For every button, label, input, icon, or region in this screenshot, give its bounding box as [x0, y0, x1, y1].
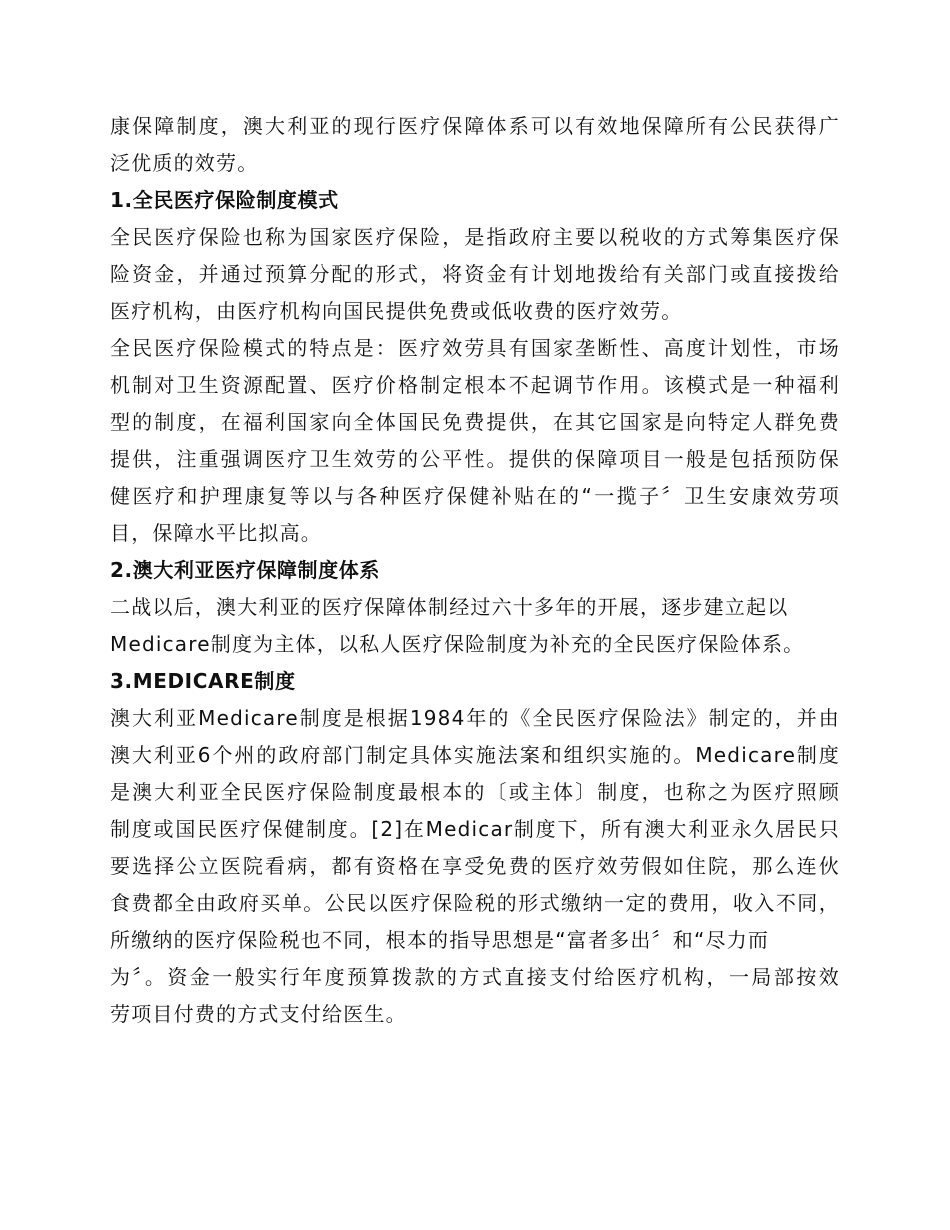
- body-line: 提供，注重强调医疗卫生效劳的公平性。提供的保障项目一般是包括预防保: [110, 447, 840, 471]
- body-line: 型的制度，在福利国家向全体国民免费提供，在其它国家是向特定人群免费: [110, 410, 840, 434]
- body-line: Medicare制度为主体，以私人医疗保险制度为补充的全民医疗保险体系。: [110, 632, 805, 656]
- body-line: 澳大利亚6个州的政府部门制定具体实施法案和组织实施的。Medicare制度: [110, 743, 840, 767]
- body-line: 劳项目付费的方式支付给医生。: [110, 1002, 407, 1026]
- body-line: 机制对卫生资源配置、医疗价格制定根本不起调节作用。该模式是一种福利: [110, 373, 840, 397]
- body-line: 是澳大利亚全民医疗保险制度最根本的〔或主体〕制度，也称之为医疗照顾: [110, 780, 840, 804]
- body-line: 险资金，并通过预算分配的形式，将资金有计划地拨给有关部门或直接拨给: [110, 262, 840, 286]
- body-line: 要选择公立医院看病，都有资格在享受免费的医疗效劳假如住院，那么连伙: [110, 854, 840, 878]
- section-heading: 1.全民医疗保险制度模式: [110, 188, 339, 212]
- body-line: 医疗机构，由医疗机构向国民提供免费或低收费的医疗效劳。: [110, 299, 683, 323]
- body-line: 泛优质的效劳。: [110, 151, 259, 175]
- body-line: 制度或国民医疗保健制度。[2]在Medicar制度下，所有澳大利亚永久居民只: [110, 817, 840, 841]
- section-heading: 2.澳大利亚医疗保障制度体系: [110, 558, 380, 582]
- body-line: 澳大利亚Medicare制度是根据1984年的《全民医疗保险法》制定的，并由: [110, 706, 840, 730]
- section-heading: 3.MEDICARE制度: [110, 669, 296, 693]
- body-line: 健医疗和护理康复等以与各种医疗保健补贴在的“一揽子〞卫生安康效劳项: [110, 484, 840, 508]
- body-line: 全民医疗保险模式的特点是：医疗效劳具有国家垄断性、高度计划性，市场: [110, 336, 840, 360]
- body-line: 为〞。资金一般实行年度预算拨款的方式直接支付给医疗机构，一局部按效: [110, 965, 840, 989]
- body-line: 康保障制度，澳大利亚的现行医疗保障体系可以有效地保障所有公民获得广: [110, 114, 840, 138]
- body-line: 全民医疗保险也称为国家医疗保险，是指政府主要以税收的方式筹集医疗保: [110, 225, 840, 249]
- body-line: 二战以后，澳大利亚的医疗保障体制经过六十多年的开展，逐步建立起以: [110, 595, 789, 619]
- body-line: 食费都全由政府买单。公民以医疗保险税的形式缴纳一定的费用，收入不同，: [110, 891, 840, 915]
- body-line: 所缴纳的医疗保险税也不同，根本的指导思想是“富者多出〞和“尽力而: [110, 928, 770, 952]
- document-page: [110, 108, 840, 1033]
- body-line: 目，保障水平比拟高。: [110, 521, 322, 545]
